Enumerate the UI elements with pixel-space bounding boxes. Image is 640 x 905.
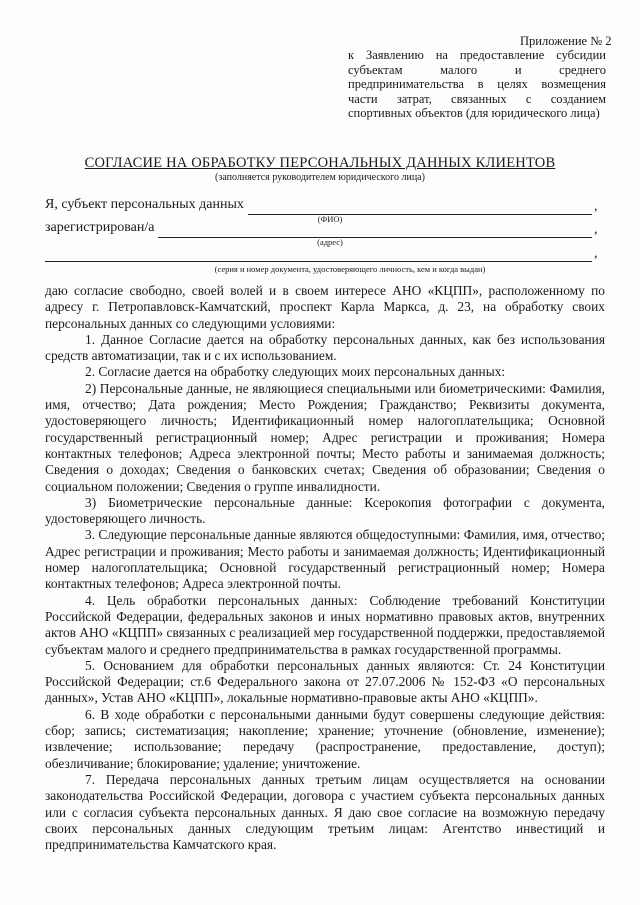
appendix-title: Приложение № 2 [520,34,612,48]
paragraph-7: 7. Передача персональных данных третьим лицам осуществляется на основании законодательства Российской Федерации, договора с участием субъекта персональных данных или с согласия субъекта персональных данных. Я даю свое согласие на возможную передачу своих персональных данных следующим третьим лицам: Агентство инвестиций и предпринимательства Камчатского края. [45,771,605,853]
paragraph-1: 1. Данное Согласие дается на обработку персональных данных, как без использования средств автоматизации, так и с их использованием. [45,331,605,364]
paragraph-2-item-2: 2) Персональные данные, не являющиеся специальными или биометрическими: Фамилия, имя, отчество; Дата рождения; Место Рождения; Гражданство; Реквизиты документа, удостоверяющего личность; Идентификационный номер налогоплательщика; Основной государственный регистрационный номер; Адрес регистрации и проживания; Номера контактных телефонов; Адреса электронной почты; Место работы и занимаемая должность; Сведения о доходах; Сведения о банковских счетах; Сведения об образовании; Сведения о социальном положении; Сведения о группе инвалидности. [45,380,605,494]
document-subtitle: (заполняется руководителем юридического лица) [215,172,425,183]
paragraph-3: 3. Следующие персональные данные являются общедоступными: Фамилия, имя, отчество; Адрес регистрации и проживания; Место работы и занимаемая должность; Идентификационный номер налогоплательщика; Основной государственный регистрационный номер; Номера контактных телефонов; Адреса электронной почты. [45,527,605,592]
document-caption: (серия и номер документа, удостоверяющего личность, кем и когда выдан) [214,264,486,274]
paragraph-2-item-3: 3) Биометрические персональные данные: Ксерокопия фотографии с документа, удостоверяющего личность. [45,494,605,527]
registered-label: зарегистрирован/а [45,220,155,235]
address-comma: , [594,222,598,237]
paragraph-6: 6. В ходе обработки с персональными данными будут совершены следующие действия: сбор; запись; систематизация; накопление; хранение; уточнение (обновление, изменение); извлечение; использование; передачу (распространение, предоставление, доступ); обезличивание; блокирование; удаление; уничтожение. [45,706,605,771]
address-caption: (адрес) [317,237,343,247]
document-comma: , [594,246,598,261]
paragraph-4: 4. Цель обработки персональных данных: Соблюдение требований Конституции Российской Федерации, федеральных законов и иных нормативно правовых актов, внутренних актов АНО «КЦПП» связанных с реализацией мер государственной поддержки, предоставляемой субъектам малого и среднего предпринимательства в рамках государственной программы. [45,592,605,657]
appendix-description: к Заявлению на предоставление субсидии субъектам малого и среднего предпринимательства в целях возмещения части затрат, связанных с созданием спортивных объектов (для юридического лица) [348,48,606,120]
paragraph-2: 2. Согласие дается на обработку следующих моих персональных данных: [85,364,506,380]
consent-body [45,283,605,853]
subject-label: Я, субъект персональных данных [45,197,244,212]
document-title: СОГЛАСИЕ НА ОБРАБОТКУ ПЕРСОНАЛЬНЫХ ДАННЫХ КЛИЕНТОВ [84,155,556,171]
fio-caption: (ФИО) [317,214,343,224]
paragraph-5: 5. Основанием для обработки персональных данных являются: Ст. 24 Конституции Российской Федерации; ст.6 Федерального закона от 27.07.2006 № 152-ФЗ «О персональных данных», Устав АНО «КЦПП», локальные нормативно-правовые акты АНО «КЦПП». [45,657,605,706]
intro-paragraph: даю согласие свободно, своей волей и в своем интересе АНО «КЦПП», расположенному по адресу г. Петропавловск-Камчатский, проспект Карла Маркса, д. 23, на обработку своих персональных данных со следующими условиями: [45,283,605,331]
document-field-line[interactable] [45,261,592,262]
fio-comma: , [594,199,598,214]
address-field-line[interactable] [158,237,592,238]
